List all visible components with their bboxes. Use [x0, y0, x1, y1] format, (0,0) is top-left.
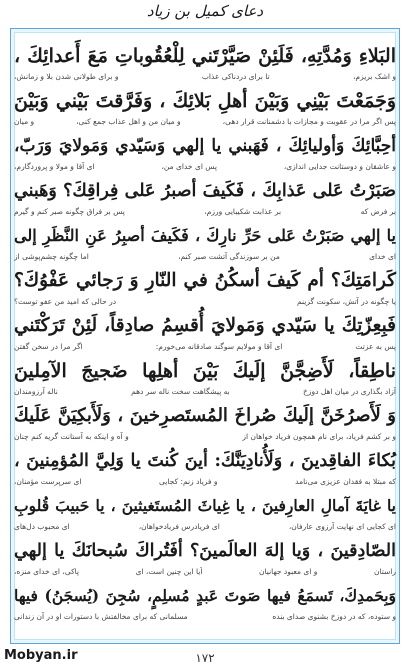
prayer-line: [14, 537, 396, 576]
prayer-line: [14, 87, 396, 126]
arabic-text: صَبَرْتُ عَلى عَذابِكَ ، فَكَيفَ أصبرُ عَلى فِراقِكَ؟ وَهَبني: [14, 181, 396, 201]
arabic-text: البَلاءِ وَمُدَّتِهِ، فَلَئِنْ صَيَّرْتَني لِلْعُقُوباتِ مَعَ أَعدائِكَ ،: [14, 45, 396, 67]
prayer-line: [14, 447, 396, 486]
translation-segment: پس بر فراق چگونه صبر کنم و گیرم: [14, 207, 125, 216]
translation-segment: و آه و اینکه به آستانت گریه کنم چنان: [14, 432, 129, 441]
prayer-line: [14, 357, 396, 396]
translation-segment: اگر مرا در سخن گفتن: [14, 342, 83, 351]
translation-segment: من بر سوزندگی آتشت صبر کنم،: [178, 252, 280, 261]
prayer-line: [14, 402, 396, 441]
translation-segment: ای محبوب دل‌های: [14, 522, 70, 531]
arabic-text: أحِبَّائِكَ وَأوليائِكَ ، فَهَبني يا إلهي وَسَيّدي وَمَولايَ وَرَبّ،: [14, 136, 396, 156]
persian-translation: [14, 116, 396, 128]
persian-translation: [14, 611, 396, 623]
translation-segment: به پیشگاهت سخت ناله سر دهم: [131, 387, 230, 396]
translation-segment: و میان من و اهل عذاب جمع کنی،: [76, 117, 181, 126]
persian-translation: [14, 71, 396, 83]
translation-segment: تا برای دردناکی عذاب: [201, 72, 270, 81]
translation-segment: پس اگر مرا در عقوبت و مجازات با دشمنانت قرار دهی،: [222, 117, 396, 126]
translation-segment: و اشک بریزم،: [353, 72, 396, 81]
arabic-text: ناطِقاً، لَأَضِجَّنَّ إلَيكَ بَيْنَ أهلِها ضَجيجَ الآمِلينَ: [14, 360, 396, 382]
translation-segment: و فریاد زنم: کجایی: [159, 477, 218, 486]
prayer-line: [14, 492, 396, 531]
translation-segment: ای سرپرست مؤمنان،: [14, 477, 82, 486]
translation-segment: ای کجایی ای نهایت آرزوی عارفان،: [288, 522, 396, 531]
persian-translation: [14, 386, 396, 398]
arabic-text: الصّادِقينَ ، وَيا إلهَ العالَمينَ؟ أفَتُراكَ سُبحانَكَ يا إلهي: [14, 541, 396, 561]
arabic-text: وَ لَأَصرُخَنَّ إلَيكَ صُراخَ المُستَصرِخينَ ، وَلَأَبكِيَنَّ عَلَيكَ: [14, 405, 396, 426]
translation-segment: و میان: [14, 117, 35, 126]
translation-segment: و عاشقان و دوستانت جدایی اندازی،: [283, 162, 396, 171]
arabic-text: يا إلهي صَبَرْتُ عَلى حَرِّ نارِكَ ، فَكَيفَ أصبِرُ عَنِ النَّظَرِ إلى: [14, 226, 396, 245]
arabic-text: بُكاءَ الفاقِدينَ ، وَلَأُنادِيَنَّكَ: أينَ كُنتَ يا وَلِيَّ المُؤمِنينَ ،: [14, 451, 396, 471]
page-title: دعای کمیل بن زیاد: [146, 2, 264, 20]
translation-segment: و ستوده، که در دوزخ بشنوی صدای بنده: [272, 612, 396, 621]
site-brand[interactable]: Mobyan.ir: [4, 648, 78, 663]
prayer-line: [14, 222, 396, 261]
arabic-text: وَجَمَعْتَ بَيْنِي وَبَيْنَ أهلِ بَلائِكَ ، وَفَرَّقتَ بَيْني وَبَيْنَ: [14, 90, 396, 112]
translation-segment: راستان: [373, 567, 396, 576]
persian-translation: [14, 476, 396, 488]
translation-segment: و بر کشم فریاد، برای نام همچون فریاد خواهان از: [242, 432, 396, 441]
arabic-text: فَبِعِزّتِكَ يا سَيّدي وَمَولايَ أُقسِمُ صادِقاً، لَئِنْ تَرَكْتَني: [14, 315, 396, 336]
arabic-text: وَبِحَمدِكَ، تَسمَعُ فيها صَوتَ عَبدٍ مُسلِمٍ، سُجِنَ (يُسجَنُ) فيها: [14, 586, 396, 605]
translation-segment: مسلمانی که برای مخالفتش با دستورات او در آن زندانی: [14, 612, 188, 621]
translation-segment: و برای طولانی شدن بلا و زمانش،: [14, 72, 119, 81]
persian-translation: [14, 161, 396, 173]
translation-segment: و ای معبود جهانیان: [259, 567, 318, 576]
translation-segment: ای خدای: [369, 252, 396, 261]
translation-segment: در حالی که امید من عفو توست؟: [14, 297, 117, 306]
translation-segment: آزاد بگذاری در میان اهل دوزخ: [303, 387, 396, 396]
translation-segment: یا چگونه در آتش، سکونت گزینم: [297, 297, 396, 306]
translation-segment: آیا این چنین است، ای: [135, 567, 203, 576]
translation-segment: ای آقا و مولایم سوگند صادقانه می‌خورم:: [155, 342, 283, 351]
prayer-line: [14, 582, 396, 621]
persian-translation: [14, 431, 396, 443]
persian-translation: [14, 206, 396, 218]
persian-translation: [14, 521, 396, 533]
prayer-line: [14, 267, 396, 306]
arabic-text: كَرامَتِكَ؟ أم كَيفَ أسكُنُ في النّارِ وَ رَجائي عَفْوُكَ؟: [14, 270, 396, 291]
persian-translation: [14, 296, 396, 308]
persian-translation: [14, 251, 396, 263]
persian-translation: [14, 566, 396, 578]
prayer-line: [14, 42, 396, 81]
persian-translation: [14, 341, 396, 353]
prayer-line: [14, 132, 396, 171]
translation-segment: که مبتلا به فقدان عزیزی می‌نامد: [295, 477, 396, 486]
translation-segment: بر عذابت شکیبایی ورزم،: [204, 207, 282, 216]
translation-segment: پس به عزتت: [355, 342, 396, 351]
translation-segment: ای فریادرس فریادخواهان،: [138, 522, 220, 531]
translation-segment: پس ای خدای من،: [161, 162, 217, 171]
translation-segment: اما چگونه چشم‌پوشی از: [14, 252, 89, 261]
arabic-text: يا غايَةَ آمالِ العارِفينَ ، يا غِياثَ المُستَغيثينَ ، يا حَبيبَ قُلوبِ: [14, 496, 396, 515]
translation-segment: ناله آرزومندان: [14, 387, 58, 396]
translation-segment: بر فرض که: [360, 207, 396, 216]
prayer-line: [14, 312, 396, 351]
translation-segment: ای آقا و مولا و پروردگارم،: [14, 162, 95, 171]
prayer-line: [14, 177, 396, 216]
translation-segment: پاکی، ای خدای منزه،: [14, 567, 80, 576]
page-number: ۱۷۲: [195, 651, 215, 665]
